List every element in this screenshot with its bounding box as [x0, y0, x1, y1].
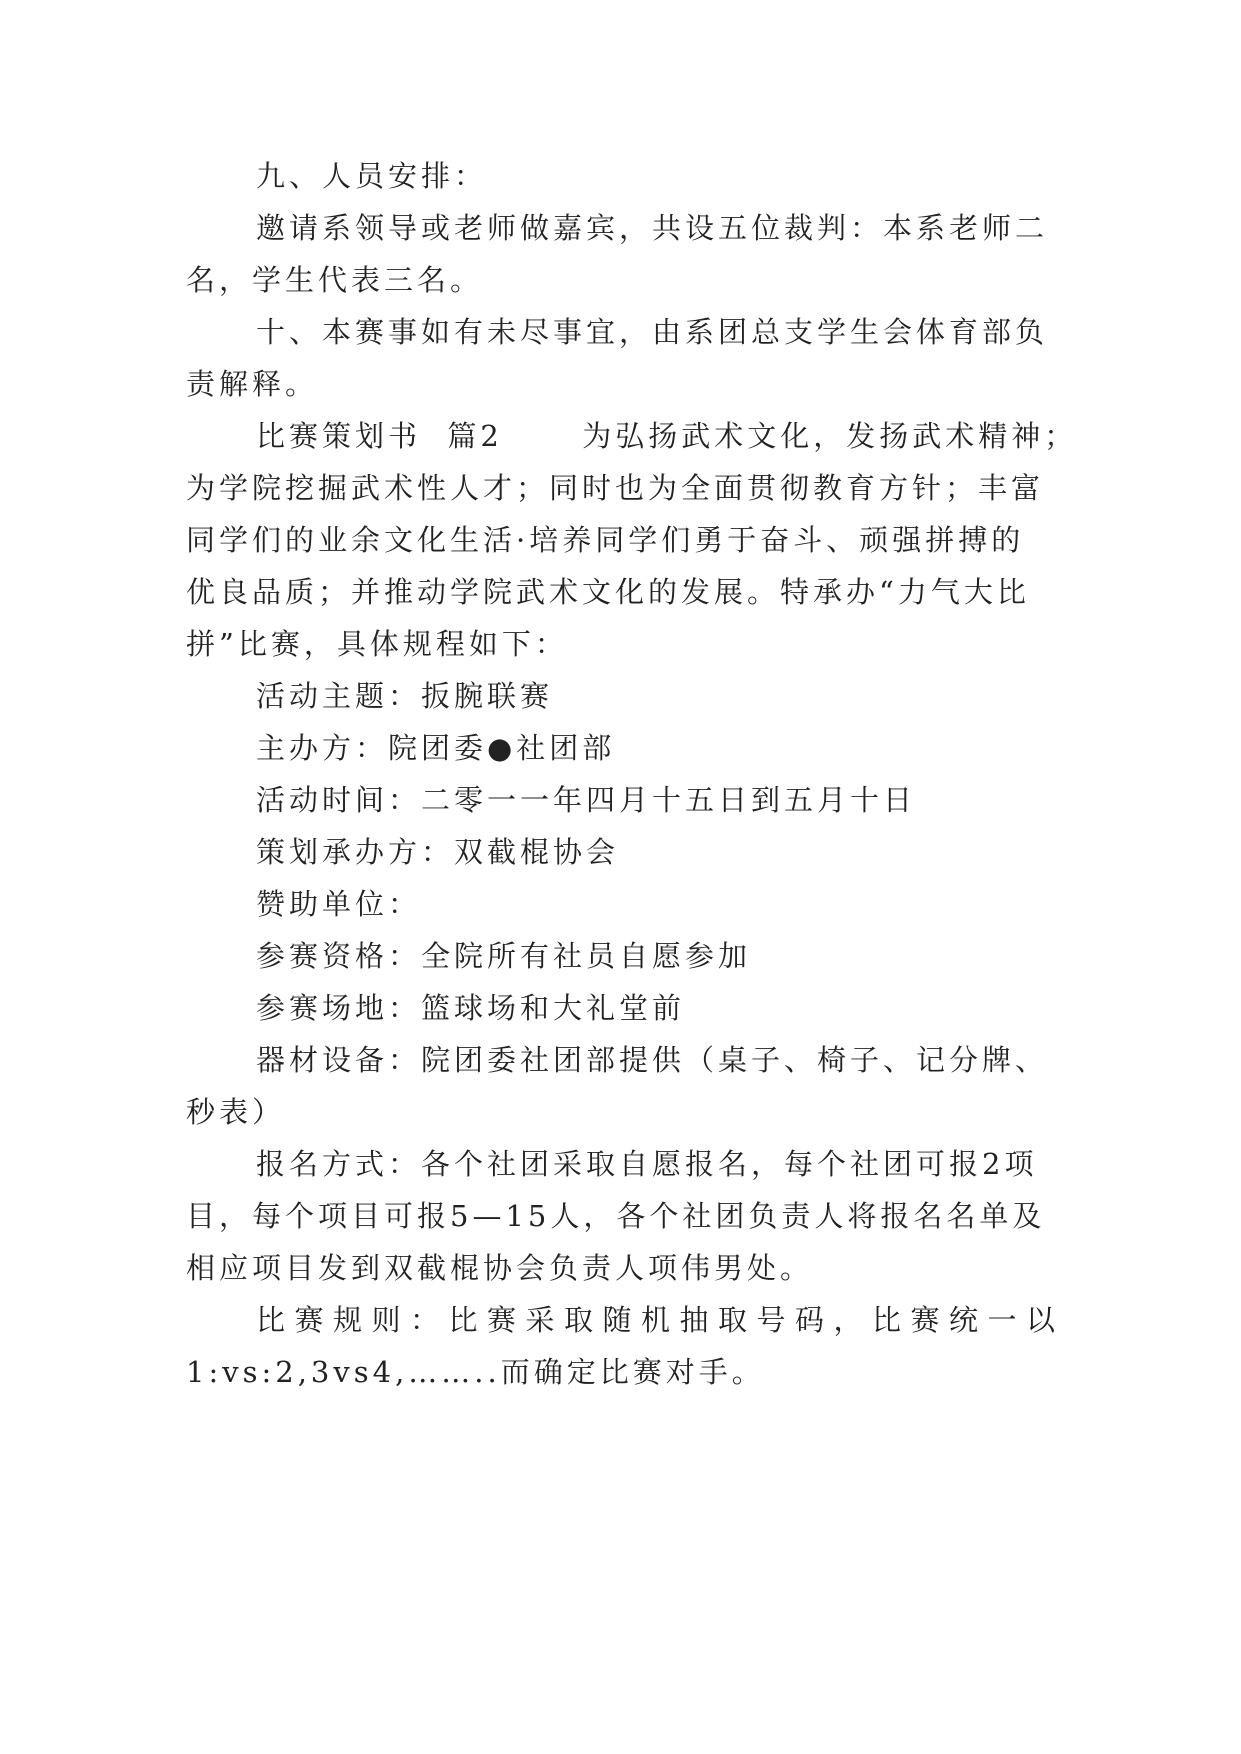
activity-theme: 活动主题：扳腕联赛	[256, 679, 554, 713]
organizer: 主办方：院团委●社团部	[256, 731, 616, 765]
activity-time: 活动时间：二零一一年四月十五日到五月十日	[256, 783, 917, 817]
competition-rules: 比赛规则：比赛采取随机抽取号码，比赛统一以	[256, 1303, 1065, 1337]
eligibility: 参赛资格：全院所有社员自愿参加	[256, 939, 752, 973]
paragraph-line: 相应项目发到双截棍协会负责人项伟男处。	[186, 1251, 814, 1285]
paragraph-line: 秒表）	[186, 1095, 286, 1129]
paragraph-line: 责解释。	[186, 367, 319, 401]
section-heading-10: 十、本赛事如有未尽事宜，由系团总支学生会体育部负	[256, 315, 1049, 349]
planner: 策划承办方：双截棍协会	[256, 835, 620, 869]
registration: 报名方式：各个社团采取自愿报名，每个社团可报2项	[256, 1147, 1038, 1181]
article-title-line: 比赛策划书 篇2 为弘扬武术文化，发扬武术精神；	[256, 419, 1078, 453]
venue: 参赛场地：篮球场和大礼堂前	[256, 991, 686, 1025]
section-heading-9: 九、人员安排：	[256, 159, 488, 193]
equipment: 器材设备：院团委社团部提供（桌子、椅子、记分牌、	[256, 1043, 1049, 1077]
paragraph-line: 同学们的业余文化生活·培养同学们勇于奋斗、顽强拼搏的	[186, 523, 1025, 557]
paragraph-line: 目，每个项目可报5—15人，各个社团负责人将报名名单及	[186, 1199, 1046, 1233]
paragraph-line: 为学院挖掘武术性人才；同时也为全面贯彻教育方针；丰富	[186, 471, 1045, 505]
paragraph-line: 优良品质；并推动学院武术文化的发展。特承办“力气大比	[186, 575, 1030, 609]
paragraph-line: 邀请系领导或老师做嘉宾，共设五位裁判：本系老师二	[256, 211, 1049, 245]
paragraph-line: 1:vs:2,3vs4,……..而确定比赛对手。	[186, 1355, 765, 1389]
paragraph-line: 名，学生代表三名。	[186, 263, 484, 297]
sponsor: 赞助单位：	[256, 887, 422, 921]
paragraph-line: 拼”比赛，具体规程如下：	[186, 627, 568, 661]
